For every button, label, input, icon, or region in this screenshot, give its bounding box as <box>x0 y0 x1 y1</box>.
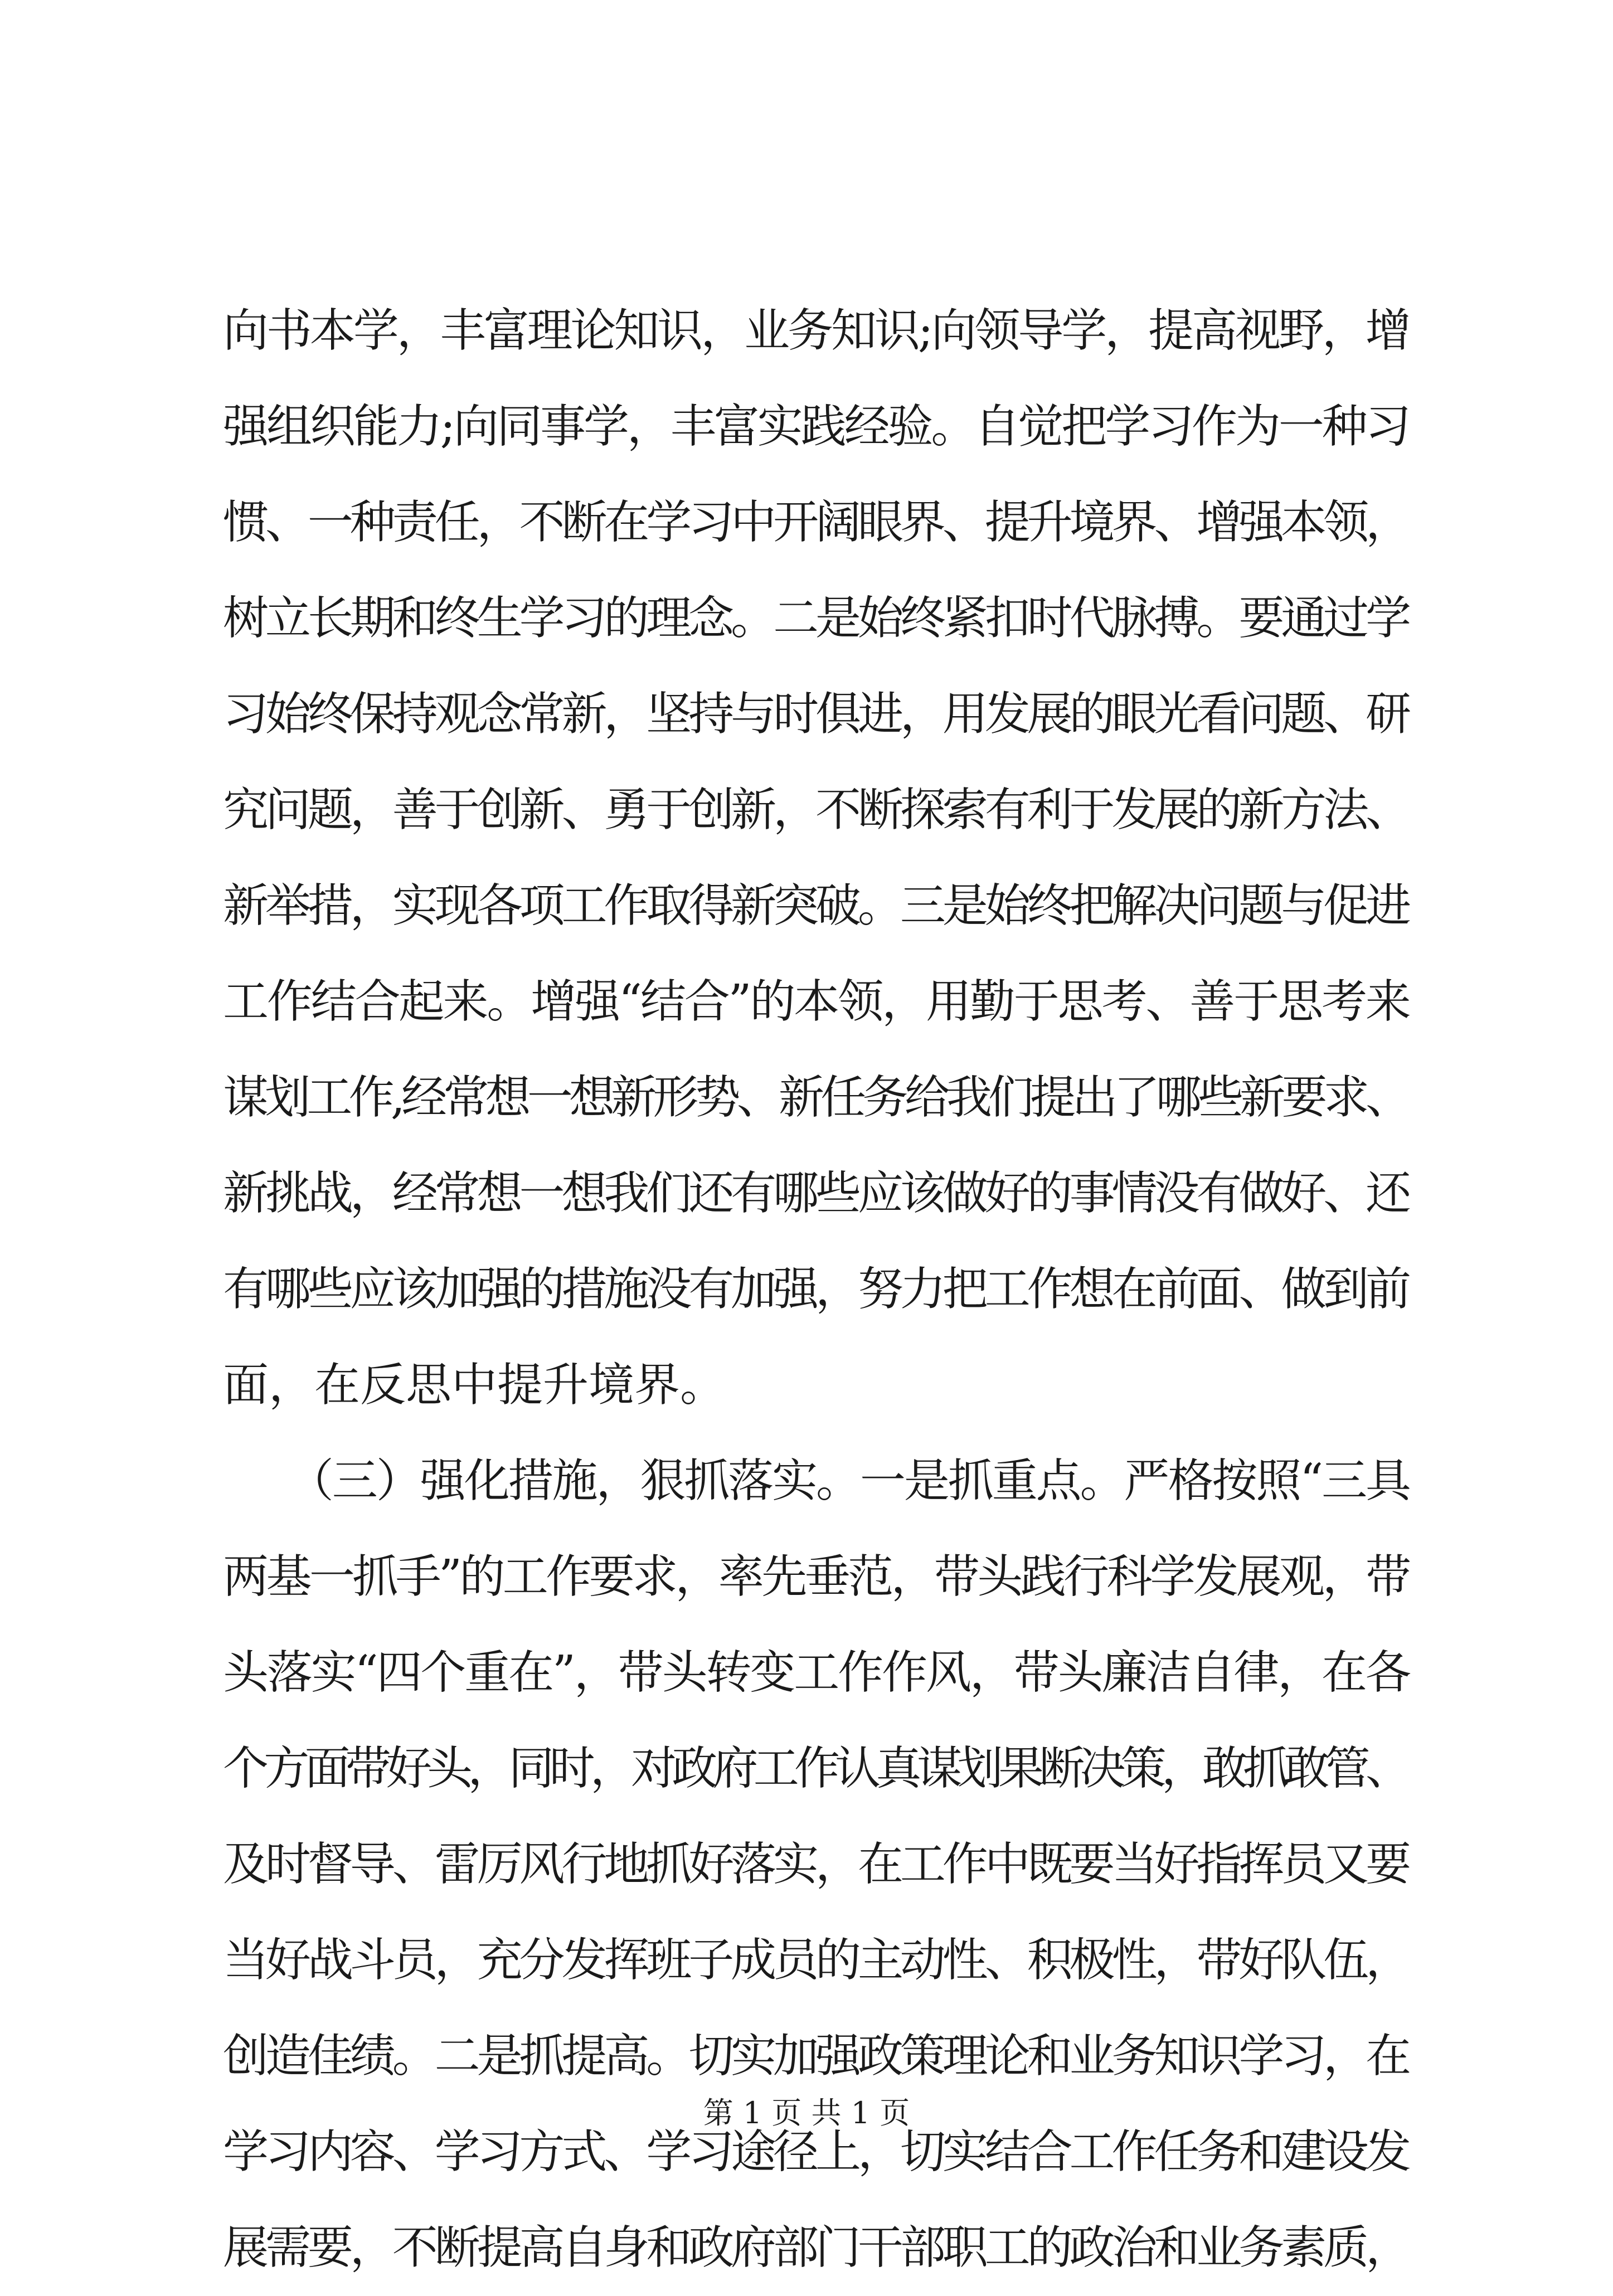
text-line: 头落实“四个重在”，带头转变工作作风，带头廉洁自律，在各 <box>223 1646 1410 1699</box>
body-text <box>223 283 1411 2296</box>
text-line: 向书本学，丰富理论知识，业务知识;向领导学，提高视野，增 <box>223 304 1409 357</box>
text-line: 树立长期和终生学习的理念。二是始终紧扣时代脉搏。要通过学 <box>223 592 1408 645</box>
text-line: 及时督导、雷厉风行地抓好落实，在工作中既要当好指挥员又要 <box>223 1838 1408 1891</box>
text-line: 学习内容、学习方式、学习途径上，切实结合工作任务和建设发 <box>223 2125 1408 2178</box>
text-line: 究问题，善于创新、勇于创新，不断探索有利于发展的新方法、 <box>223 784 1408 836</box>
text-line: 谋划工作,经常想一想新形势、新任务给我们提出了哪些新要求、 <box>223 1071 1408 1124</box>
text-line: 展需要，不断提高自身和政府部门干部职工的政治和业务素质， <box>223 2221 1408 2274</box>
text-line: （三）强化措施，狠抓落实。一是抓重点。严格按照“三具 <box>223 1455 1410 1507</box>
text-line: 有哪些应该加强的措施没有加强，努力把工作想在前面、做到前 <box>223 1263 1408 1316</box>
text-line: 两基一抓手”的工作要求，率先垂范，带头践行科学发展观，带 <box>223 1550 1409 1603</box>
text-line: 新挑战，经常想一想我们还有哪些应该做好的事情没有做好、还 <box>223 1167 1408 1220</box>
text-line: 当好战斗员，充分发挥班子成员的主动性、积极性，带好队伍， <box>223 1934 1408 1987</box>
text-line: 惯、一种责任，不断在学习中开阔眼界、提升境界、增强本领， <box>223 496 1408 549</box>
text-line: 创造佳绩。二是抓提高。切实加强政策理论和业务知识学习，在 <box>223 2030 1408 2083</box>
text-line: 个方面带好头，同时，对政府工作认真谋划果断决策，敢抓敢管、 <box>223 1742 1407 1795</box>
text-line: 强组织能力;向同事学，丰富实践经验。自觉把学习作为一种习 <box>223 400 1409 453</box>
text-line: 工作结合起来。增强“结合”的本领，用勤于思考、善于思考来 <box>223 975 1410 1028</box>
text-line: 习始终保持观念常新，坚持与时俱进，用发展的眼光看问题、研 <box>223 688 1408 741</box>
page-footer: 第 1 页 共 1 页 <box>703 2095 910 2130</box>
text-line: 新举措，实现各项工作取得新突破。三是始终把解决问题与促进 <box>223 879 1408 932</box>
text-line: 面，在反思中提升境界。 <box>223 1359 726 1412</box>
